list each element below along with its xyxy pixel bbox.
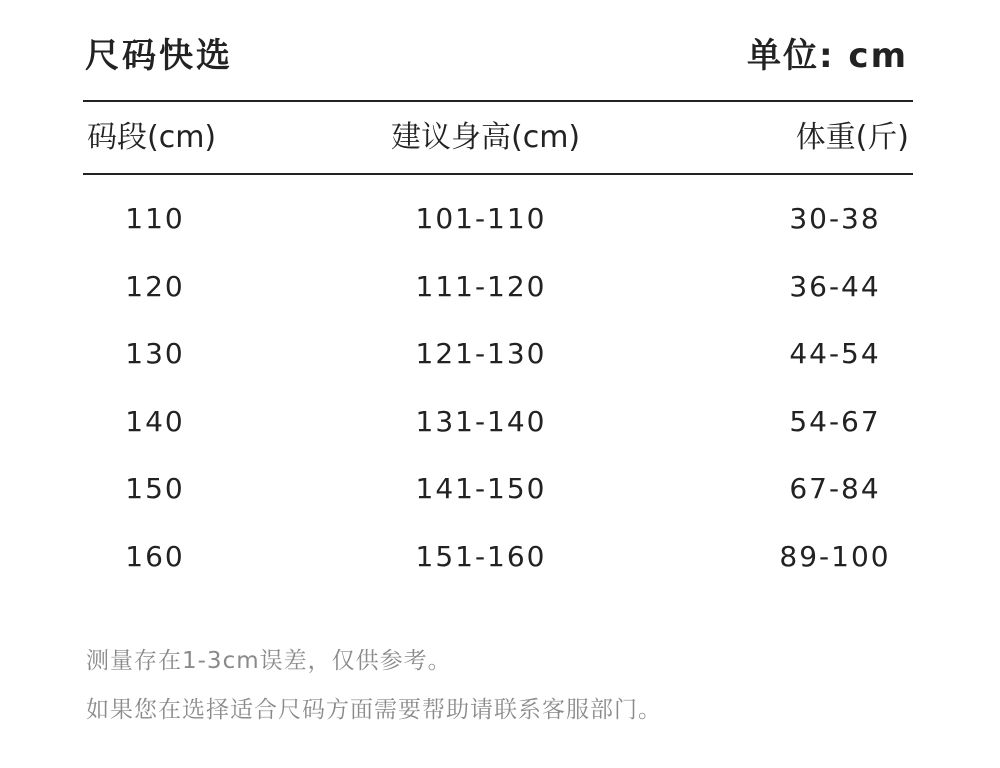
column-header-height: 建议身高(cm) bbox=[391, 120, 581, 155]
cell-weight: 89-100 bbox=[779, 539, 891, 573]
cell-size: 110 bbox=[125, 202, 185, 235]
cell-height: 111-120 bbox=[415, 269, 547, 303]
table-row bbox=[83, 264, 913, 332]
cell-weight: 44-54 bbox=[789, 337, 881, 371]
table-row bbox=[83, 196, 913, 264]
table-row bbox=[83, 399, 913, 467]
table-header-rule bbox=[83, 173, 913, 175]
cell-size: 120 bbox=[125, 269, 185, 303]
cell-size: 150 bbox=[125, 472, 185, 506]
column-header-size: 码段(cm) bbox=[87, 120, 217, 155]
cell-height: 101-110 bbox=[415, 202, 547, 235]
table-row bbox=[83, 534, 913, 602]
table-header bbox=[83, 116, 913, 160]
cell-weight: 54-67 bbox=[789, 404, 881, 438]
table-top-rule bbox=[83, 100, 913, 102]
table-body bbox=[83, 196, 913, 602]
cell-size: 140 bbox=[125, 404, 185, 438]
cell-weight: 30-38 bbox=[789, 202, 881, 235]
help-note: 如果您在选择适合尺码方面需要帮助请联系客服部门。 bbox=[86, 697, 662, 723]
cell-size: 130 bbox=[125, 337, 185, 371]
column-header-weight: 体重(斤) bbox=[795, 120, 909, 155]
cell-height: 151-160 bbox=[415, 539, 547, 573]
table-row bbox=[83, 466, 913, 534]
cell-height: 141-150 bbox=[415, 472, 547, 506]
measurement-note: 测量存在1-3cm误差，仅供参考。 bbox=[86, 648, 452, 674]
table-row bbox=[83, 331, 913, 399]
cell-weight: 36-44 bbox=[789, 269, 881, 303]
unit-label: 单位: cm bbox=[746, 36, 908, 76]
cell-weight: 67-84 bbox=[789, 472, 881, 506]
page-title: 尺码快选 bbox=[85, 36, 233, 76]
cell-height: 131-140 bbox=[415, 404, 547, 438]
cell-height: 121-130 bbox=[415, 337, 547, 371]
cell-size: 160 bbox=[125, 539, 185, 573]
